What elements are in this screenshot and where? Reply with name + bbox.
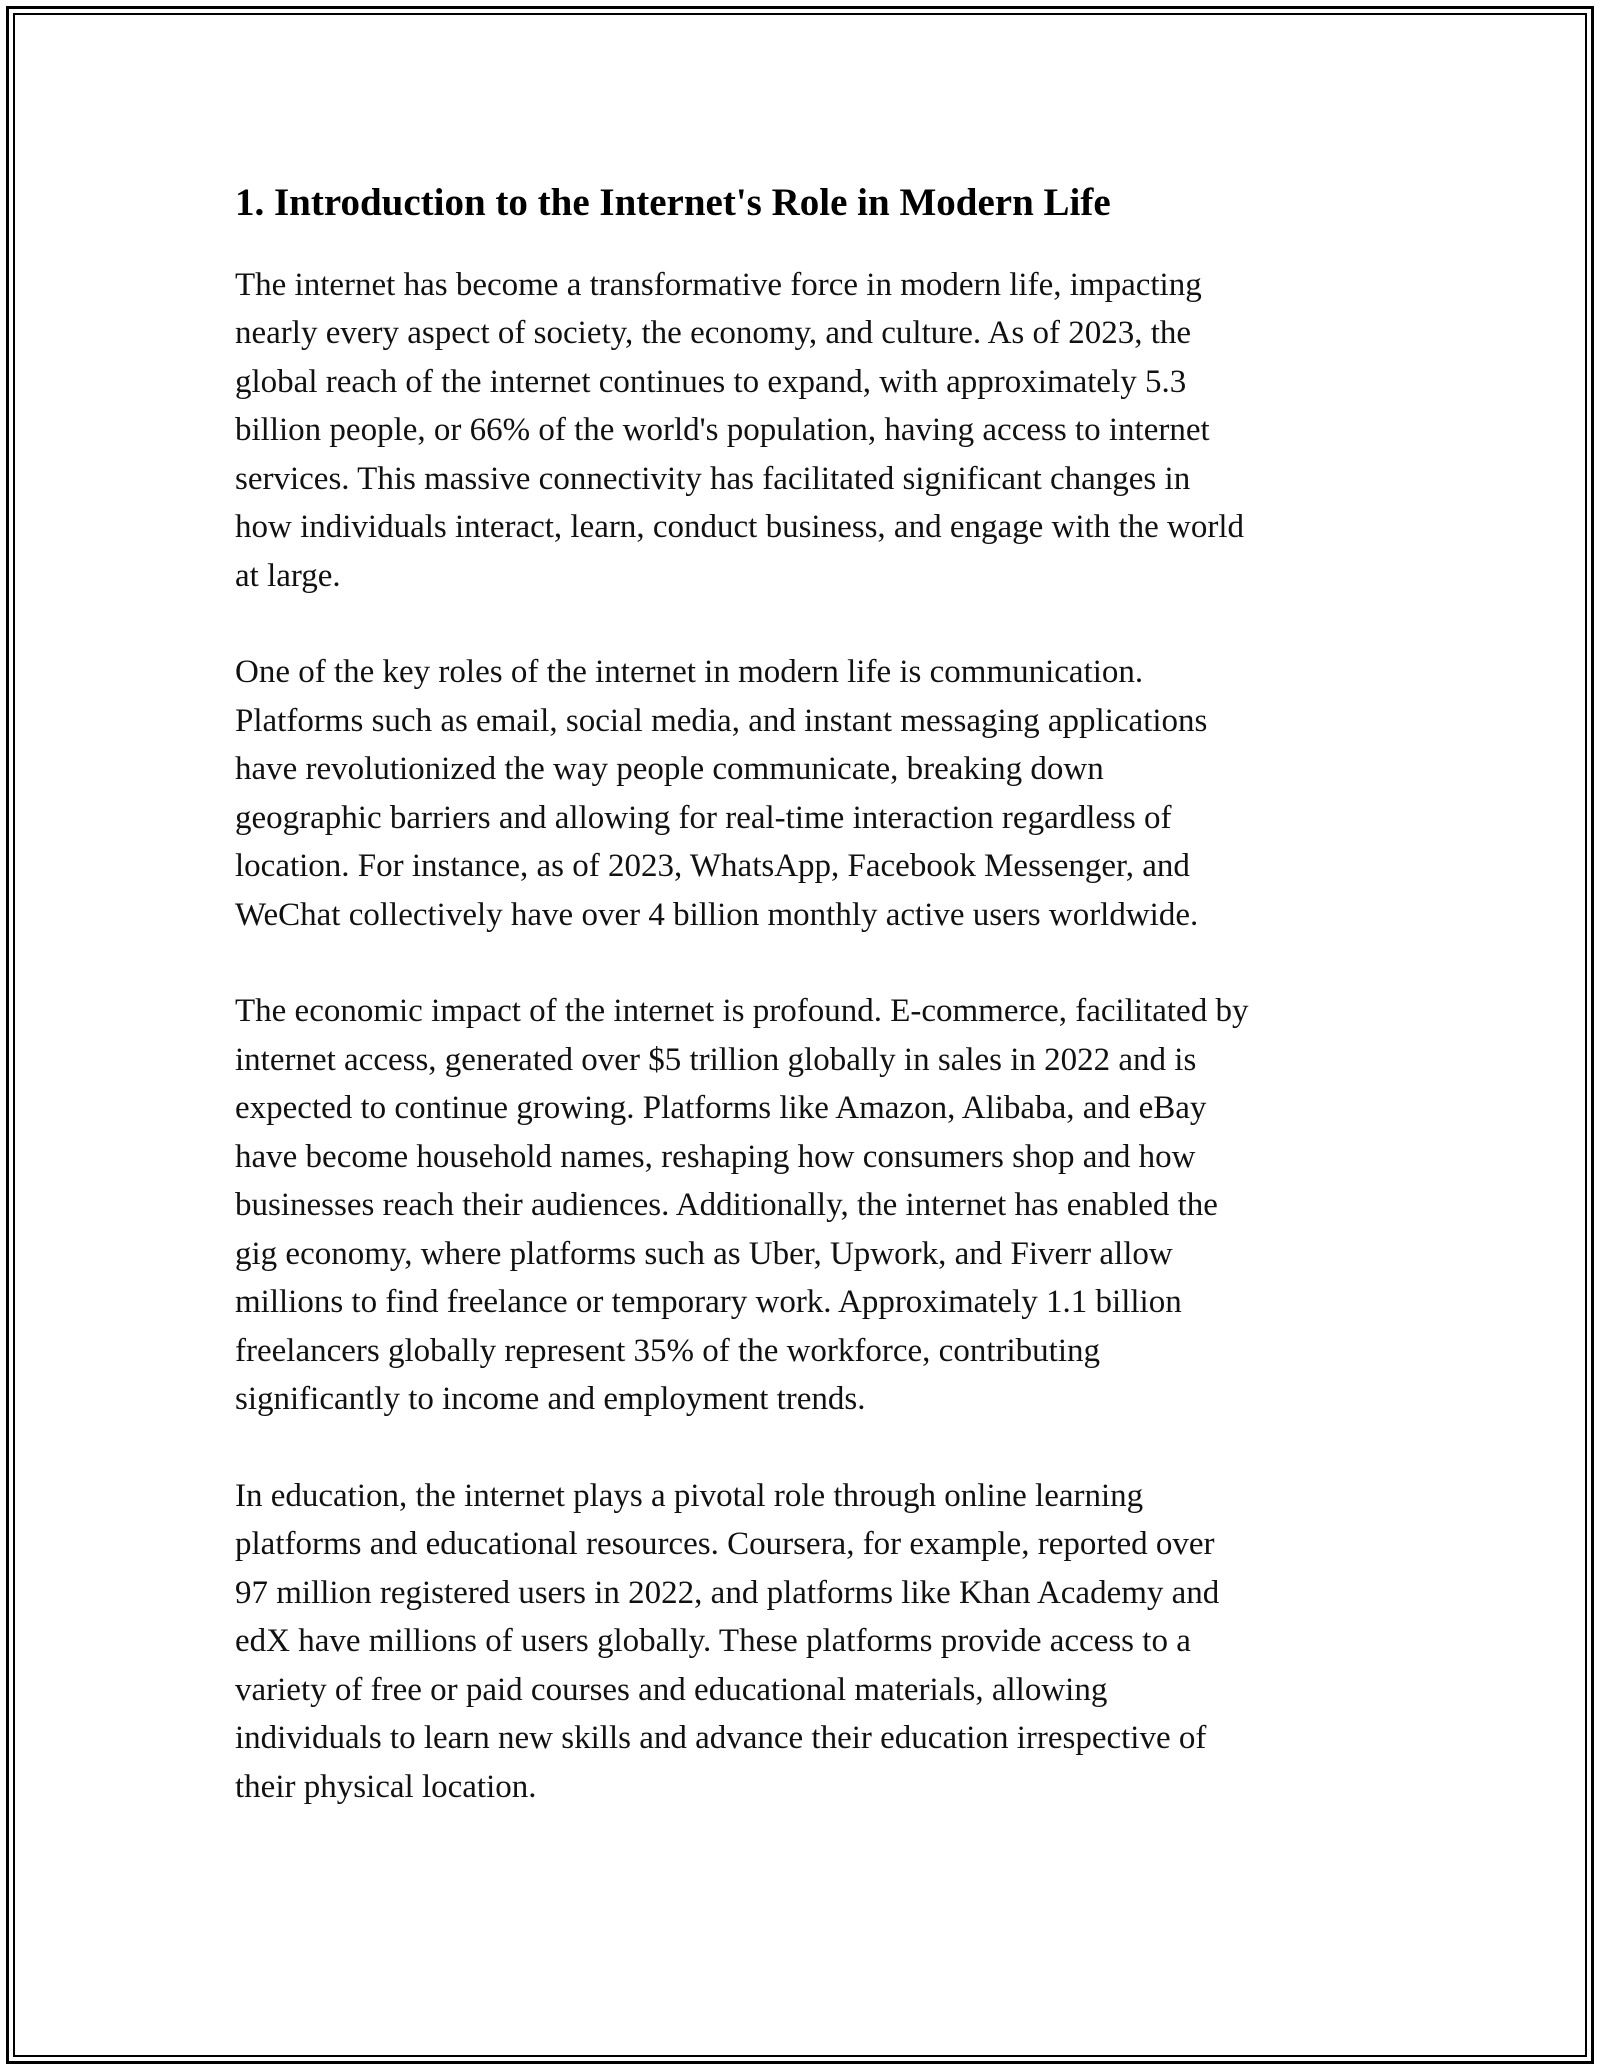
paragraph-communication: One of the key roles of the internet in modern life is communication. Platforms such as email, social media, and instant messaging applications have revolutionized the way people communicate, breaking down geographic barriers and allowing for real-time interaction regardless of location. For instance, as of 2023, WhatsApp, Facebook Messenger, and WeChat collectively have over 4 billion monthly active users worldwide. xyxy=(235,654,1208,933)
paragraph-economic-impact: The economic impact of the internet is profound. E-commerce, facilitated by internet access, generated over $5 trillion globally in sales in 2022 and is expected to continue growing. Platforms like Amazon, Alibaba, and eBay have become household names, reshaping how consumers shop and how businesses reach their audiences. Additionally, the internet has enabled the gig economy, where platforms such as Uber, Upwork, and Fiverr allow millions to find freelance or temporary work. Approximately 1.1 billion freelancers globally represent 35% of the workforce, contributing significantly to income and employment trends. xyxy=(235,993,1249,1418)
paragraph-education: In education, the internet plays a pivotal role through online learning platforms and educational resources. Coursera, for example, reported over 97 million registered users in 2022, and platforms like Khan Academy and edX have millions of users globally. These platforms provide access to a variety of free or paid courses and educational materials, allowing individuals to learn new skills and advance their education irrespective of their physical location. xyxy=(235,1477,1220,1805)
section-heading: 1. Introduction to the Internet's Role in Modern Life xyxy=(235,181,1111,224)
paragraph-internet-overview: The internet has become a transformative force in modern life, impacting nearly every aspect of society, the economy, and culture. As of 2023, the global reach of the internet continues to expand, with approximately 5.3 billion people, or 66% of the world's population, having access to internet services. This massive connectivity has facilitated significant changes in how individuals interact, learn, conduct business, and engage with the world at large. xyxy=(235,266,1244,594)
document-body xyxy=(235,180,1375,1859)
